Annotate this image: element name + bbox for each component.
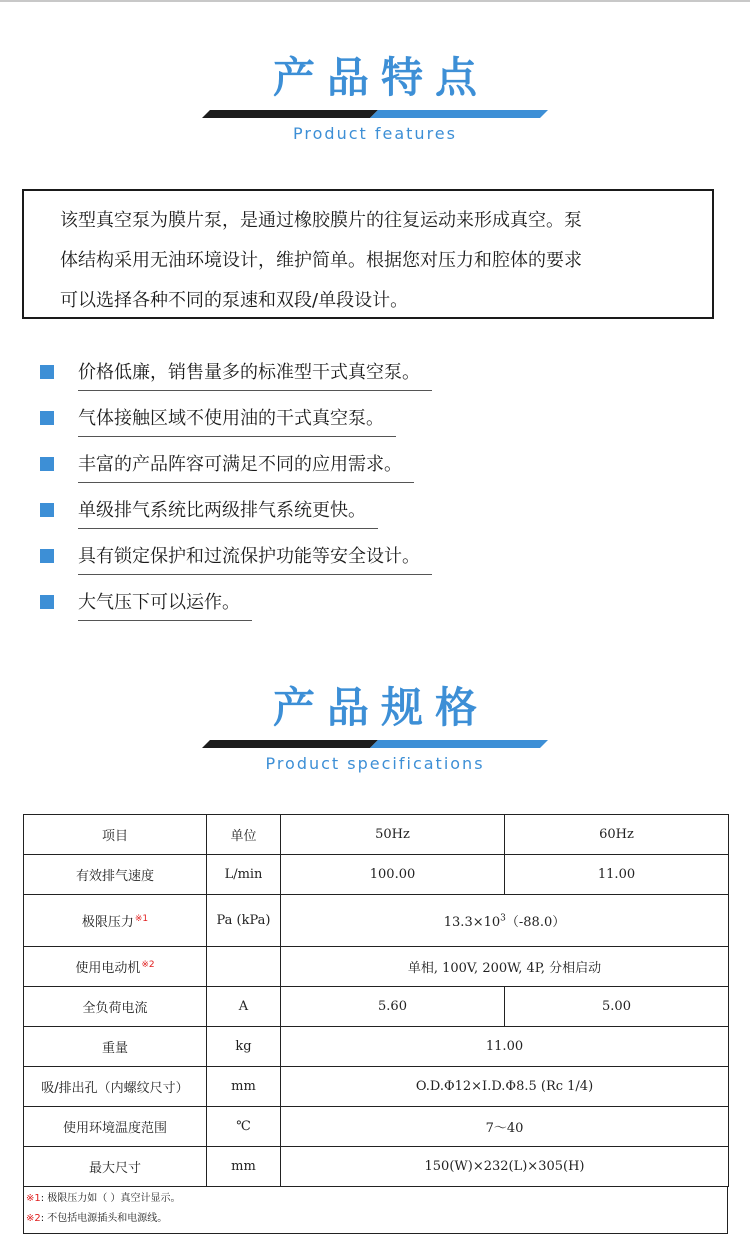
features-title: 产品特点: [272, 53, 489, 102]
row-unit: mm: [207, 1147, 281, 1187]
feature-list: [38, 352, 538, 628]
feature-text: 丰富的产品阵容可满足不同的应用需求。: [78, 452, 414, 483]
spec-table: [23, 814, 729, 1187]
table-notes: [23, 1187, 728, 1234]
row-label-cell: [24, 947, 207, 987]
note-mark: ※2: [26, 1213, 41, 1224]
feature-item: [38, 490, 538, 536]
row-label: 使用电动机: [75, 961, 141, 976]
row-label: 极限压力: [81, 915, 134, 930]
value-merged: 150(W)×232(L)×305(H): [281, 1147, 729, 1187]
row-unit: Pa (kPa): [207, 895, 281, 947]
note-text: : 不包括电源插头和电源线。: [40, 1213, 168, 1224]
value-merged: 单相, 100V, 200W, 4P, 分相启动: [281, 947, 729, 987]
note-mark: ※1: [134, 913, 149, 924]
intro-line: 可以选择各种不同的泵速和双段/单段设计。: [60, 290, 409, 311]
value-merged: [281, 895, 729, 947]
value-merged: 11.00: [281, 1027, 729, 1067]
feature-text: 气体接触区域不使用油的干式真空泵。: [78, 406, 396, 437]
header-60hz: 60Hz: [505, 815, 729, 855]
title-bar-blue: [370, 110, 548, 118]
feature-text: 单级排气系统比两级排气系统更快。: [78, 498, 378, 529]
row-label-cell: [24, 895, 207, 947]
value-60hz: 11.00: [505, 855, 729, 895]
value-tail: （-88.0）: [505, 915, 566, 930]
feature-text: 具有锁定保护和过流保护功能等安全设计。: [78, 544, 432, 575]
table-row: [24, 1067, 729, 1107]
bullet-square-icon: [40, 365, 54, 379]
title-bar-dark: [202, 740, 378, 748]
row-label: 重量: [24, 1027, 207, 1067]
value-merged: 7～40: [281, 1107, 729, 1147]
row-label: 有效排气速度: [24, 855, 207, 895]
row-unit: kg: [207, 1027, 281, 1067]
row-unit: L/min: [207, 855, 281, 895]
row-label: 使用环境温度范围: [24, 1107, 207, 1147]
value-50hz: 100.00: [281, 855, 505, 895]
feature-item: [38, 352, 538, 398]
title-bar-dark: [202, 110, 378, 118]
table-row: [24, 1027, 729, 1067]
feature-item: [38, 582, 538, 628]
table-header-row: [24, 815, 729, 855]
row-unit: [207, 947, 281, 987]
bullet-square-icon: [40, 411, 54, 425]
row-label: 最大尺寸: [24, 1147, 207, 1187]
row-unit: mm: [207, 1067, 281, 1107]
table-row: [24, 855, 729, 895]
note-mark: ※2: [141, 959, 155, 970]
bullet-square-icon: [40, 549, 54, 563]
value-exponent: 3: [500, 913, 506, 924]
spec-header: [0, 682, 750, 773]
value-60hz: 5.00: [505, 987, 729, 1027]
spec-title-bar: [202, 740, 548, 748]
value-base: 13.3×10: [443, 915, 501, 930]
table-row: [24, 895, 729, 947]
value-merged: O.D.Φ12×I.D.Φ8.5 (Rc 1/4): [281, 1067, 729, 1107]
header-50hz: 50Hz: [281, 815, 505, 855]
note-text: : 极限压力如（ ）真空计显示。: [40, 1193, 181, 1204]
note-line: [26, 1189, 727, 1209]
bullet-square-icon: [40, 503, 54, 517]
features-subtitle: Product features: [293, 124, 457, 143]
row-unit: A: [207, 987, 281, 1027]
row-label: 吸/排出孔（内螺纹尺寸）: [24, 1067, 207, 1107]
features-title-bar: [202, 110, 548, 118]
table-row: [24, 987, 729, 1027]
spec-title: 产品规格: [272, 683, 489, 732]
table-row: [24, 1147, 729, 1187]
title-bar-blue: [370, 740, 548, 748]
feature-item: [38, 444, 538, 490]
table-row: [24, 1107, 729, 1147]
value-50hz: 5.60: [281, 987, 505, 1027]
spec-subtitle: Product specifications: [265, 754, 485, 773]
feature-text: 价格低廉，销售量多的标准型干式真空泵。: [78, 360, 432, 391]
row-unit: ℃: [207, 1107, 281, 1147]
intro-line: 该型真空泵为膜片泵，是通过橡胶膜片的往复运动来形成真空。泵: [60, 210, 582, 231]
bullet-square-icon: [40, 595, 54, 609]
header-item: 项目: [24, 815, 207, 855]
header-unit: 单位: [207, 815, 281, 855]
note-line: [26, 1209, 727, 1229]
note-mark: ※1: [26, 1193, 41, 1204]
bullet-square-icon: [40, 457, 54, 471]
feature-item: [38, 398, 538, 444]
feature-text: 大气压下可以运作。: [78, 590, 252, 621]
row-label: 全负荷电流: [24, 987, 207, 1027]
intro-line: 体结构采用无油环境设计，维护简单。根据您对压力和腔体的要求: [60, 250, 582, 271]
intro-box: [22, 189, 714, 319]
features-header: [0, 52, 750, 143]
feature-item: [38, 536, 538, 582]
top-rule: [0, 0, 750, 2]
spec-table-wrap: [23, 814, 728, 1234]
table-row: [24, 947, 729, 987]
